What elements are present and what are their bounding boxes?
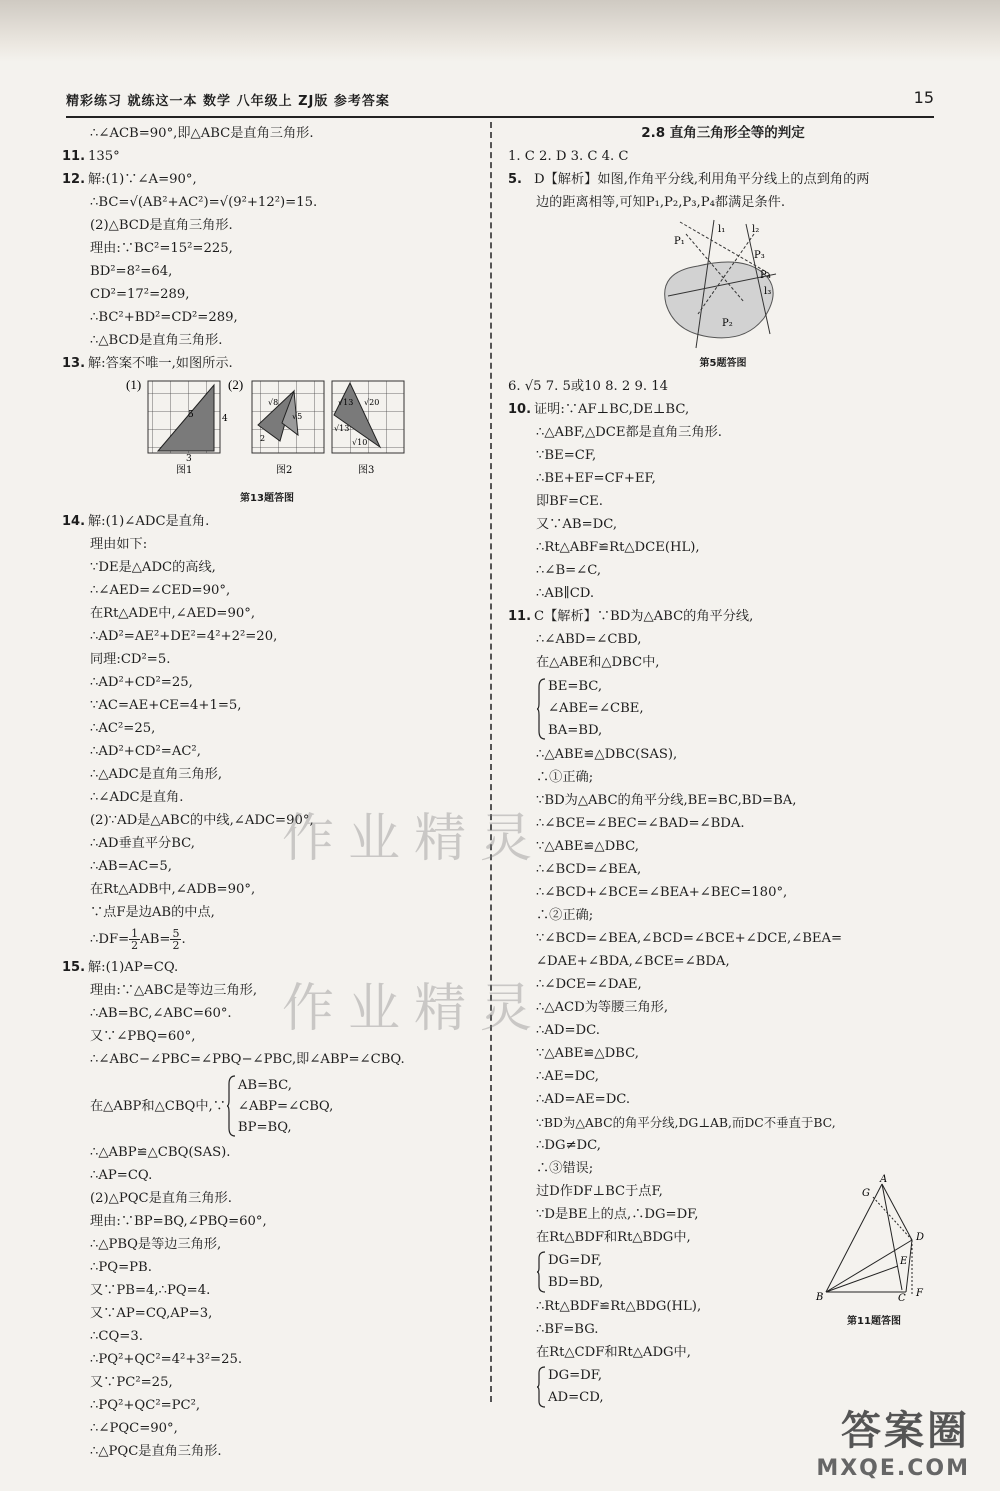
text-line: ∴PQ²+QC²=PC², bbox=[90, 1398, 201, 1413]
question-number: 14. bbox=[62, 514, 86, 529]
text-line: ∠DAE+∠BDA,∠BCE=∠BDA, bbox=[536, 954, 730, 969]
figure-13 bbox=[62, 375, 472, 487]
denominator: 2 bbox=[131, 939, 139, 952]
edge-label: 4 bbox=[222, 414, 228, 424]
text-line: ∴∠BCE=∠BEC=∠BAD=∠BDA. bbox=[536, 816, 745, 831]
point-label: G bbox=[862, 1188, 870, 1199]
segment bbox=[826, 1184, 882, 1292]
text-line: ∴①正确; bbox=[536, 770, 594, 785]
system-item: BA=BD, bbox=[548, 722, 603, 738]
system-item: ∠ABE=∠CBE, bbox=[548, 700, 644, 716]
text-line: ∵△ABE≌△DBC, bbox=[536, 1046, 639, 1061]
text-line: ∴△PBQ是等边三角形, bbox=[90, 1237, 222, 1252]
text-line: 在Rt△ADE中,∠AED=90°, bbox=[90, 606, 256, 621]
answer-10 bbox=[508, 398, 938, 421]
question-number: 13. bbox=[62, 356, 86, 371]
text-line: ∴∠ABD=∠CBD, bbox=[536, 632, 642, 647]
denominator: 2 bbox=[172, 939, 180, 952]
text-line: 同理:CD²=5. bbox=[90, 652, 171, 667]
system-item: BE=BC, bbox=[548, 678, 603, 694]
question-number: 15. bbox=[62, 960, 86, 975]
question-number: 10. bbox=[508, 402, 532, 417]
text-line: ∴AD=AE=DC. bbox=[536, 1092, 631, 1107]
answer-13 bbox=[62, 352, 472, 375]
text-line: 又∵AP=CQ,AP=3, bbox=[90, 1306, 213, 1321]
text-line: (2)∵AD是△ABC的中线,∠ADC=90°, bbox=[90, 813, 314, 828]
text-line: ∵DE是△ADC的高线, bbox=[90, 560, 216, 575]
system-item: BP=BQ, bbox=[237, 1119, 292, 1135]
text-line: ∴△ABP≌△CBQ(SAS). bbox=[90, 1145, 231, 1160]
text-line: ∴AE=DC, bbox=[536, 1069, 599, 1084]
text-line: 理由:∵BC²=15²=225, bbox=[90, 241, 233, 256]
point-label: P₄ bbox=[760, 270, 771, 281]
figure-5-caption: 第5题答图 bbox=[699, 358, 747, 369]
numerator: 1 bbox=[131, 927, 139, 940]
edge-label: √10 bbox=[352, 438, 368, 447]
system-items bbox=[548, 1250, 603, 1294]
question-number: 5. bbox=[508, 172, 522, 187]
text-line: 过D作DF⊥BC于点F, bbox=[536, 1184, 663, 1199]
text-line: ∴△ABE≌△DBC(SAS), bbox=[536, 747, 678, 762]
text-line: 理由:∵BP=BQ,∠PBQ=60°, bbox=[90, 1214, 267, 1229]
figure-label: (2) bbox=[228, 377, 244, 392]
answer-5 bbox=[508, 168, 938, 191]
text-line: BD²=8²=64, bbox=[90, 264, 173, 279]
text-line: 理由如下: bbox=[90, 537, 148, 552]
system-item: AB=BC, bbox=[237, 1077, 292, 1093]
text-line: ∴CQ=3. bbox=[90, 1329, 143, 1344]
text-line: ∵BD为△ABC的角平分线,DG⊥AB,而DC不垂直于BC, bbox=[536, 1115, 836, 1130]
point-label: D bbox=[916, 1232, 925, 1243]
edge-label: √5 bbox=[292, 412, 303, 421]
text-part: . bbox=[181, 932, 186, 947]
numerator: 5 bbox=[172, 927, 180, 940]
answer-12 bbox=[62, 168, 472, 191]
answer-text: 解:(1)∵∠A=90°, bbox=[88, 172, 197, 187]
text-line: ∴△ACD为等腰三角形, bbox=[536, 1000, 669, 1015]
figure-13-caption: 第13题答图 bbox=[240, 493, 294, 504]
text-line: 又∵PC²=25, bbox=[90, 1375, 173, 1390]
text-line: CD²=17²=289, bbox=[90, 287, 190, 302]
answer-text: 解:(1)∠ADC是直角. bbox=[88, 514, 210, 529]
system-item: DG=DF, bbox=[548, 1253, 603, 1268]
site-logo bbox=[816, 1399, 970, 1481]
text-line: ∴DG≠DC, bbox=[536, 1138, 601, 1153]
point-label: P₃ bbox=[754, 250, 765, 261]
text-line: (2)△BCD是直角三角形. bbox=[90, 218, 233, 233]
segment bbox=[882, 1184, 902, 1290]
answer-text: D【解析】如图,作角平分线,利用角平分线上的点到角的两 bbox=[534, 172, 870, 187]
text-line: ∴Rt△ABF≌Rt△DCE(HL), bbox=[536, 540, 700, 555]
text-line: 又∵PB=4,∴PQ=4. bbox=[90, 1283, 211, 1298]
text-line: ∴Rt△BDF≌Rt△BDG(HL), bbox=[536, 1299, 702, 1314]
answer-text: C【解析】∵BD为△ABC的角平分线, bbox=[534, 609, 754, 624]
answer-text: 135° bbox=[88, 149, 120, 164]
system-items bbox=[548, 676, 644, 742]
figure-label: 图2 bbox=[276, 465, 293, 476]
logo-url: MXQE.COM bbox=[816, 1456, 970, 1481]
answer-11-right bbox=[508, 605, 938, 628]
edge-label: √20 bbox=[364, 398, 380, 407]
text-line: ∴PQ²+QC²=4²+3²=25. bbox=[90, 1352, 243, 1367]
text-line: ∴②正确; bbox=[536, 908, 594, 923]
text-line: ∴∠ABC−∠PBC=∠PBQ−∠PBC,即∠ABP=∠CBQ. bbox=[90, 1052, 405, 1067]
text-line: ∴BC=√(AB²+AC²)=√(9²+12²)=15. bbox=[90, 195, 318, 210]
left-column bbox=[62, 122, 472, 1463]
text-part: ∴DF= bbox=[90, 932, 130, 947]
text-part: AB= bbox=[140, 932, 171, 947]
point-label: C bbox=[898, 1293, 906, 1302]
system-items bbox=[548, 1365, 604, 1409]
figure-11-caption: 第11题答图 bbox=[847, 1316, 901, 1327]
text-line: ∴BC²+BD²=CD²=289, bbox=[90, 310, 238, 325]
brace-icon bbox=[226, 1074, 236, 1138]
line-label: l₁ bbox=[718, 224, 726, 235]
answer-text: 证明:∵AF⊥BC,DE⊥BC, bbox=[534, 402, 690, 417]
text-line: ∴AD²+CD²=25, bbox=[90, 675, 193, 690]
point-label: F bbox=[916, 1288, 923, 1299]
edge-label: 2 bbox=[260, 434, 266, 443]
text-line: 理由:∵△ABC是等边三角形, bbox=[90, 983, 258, 998]
page-number: 15 bbox=[913, 88, 934, 107]
system-line bbox=[62, 1071, 472, 1141]
edge-label: √8 bbox=[268, 398, 279, 407]
line-label: l₂ bbox=[752, 224, 760, 235]
text-line: 在Rt△CDF和Rt△ADG中, bbox=[536, 1345, 691, 1360]
text-line: ∴AD²+CD²=AC², bbox=[90, 744, 201, 759]
point-label: P₂ bbox=[722, 318, 733, 329]
text-line: ∴AP=CQ. bbox=[90, 1168, 153, 1183]
text-line: ∴△ABF,△DCE都是直角三角形. bbox=[536, 425, 722, 440]
brace-icon bbox=[536, 1365, 546, 1409]
edge-label: 3 bbox=[186, 454, 192, 464]
text-part: 在△ABP和△CBQ中,∵ bbox=[90, 1098, 226, 1114]
point-label: B bbox=[816, 1292, 824, 1302]
figure-label: 图3 bbox=[358, 465, 375, 476]
text-line: 又∵AB=DC, bbox=[536, 517, 618, 532]
fraction-five-halves bbox=[170, 928, 181, 951]
question-number: 11. bbox=[62, 149, 86, 164]
logo-title: 答案圈 bbox=[841, 1408, 970, 1454]
text-line: ∴AD²=AE²+DE²=4²+2²=20, bbox=[90, 629, 278, 644]
text-line: 6. √5 7. 5或10 8. 2 9. 14 bbox=[508, 379, 668, 394]
system-item: ∠ABP=∠CBQ, bbox=[237, 1098, 334, 1114]
figure-11-drawing bbox=[814, 1172, 934, 1302]
system-item: BD=BD, bbox=[548, 1275, 604, 1290]
line-label: l₃ bbox=[764, 286, 772, 297]
text-line: ∴∠DCE=∠DAE, bbox=[536, 977, 642, 992]
system-item: DG=DF, bbox=[548, 1368, 603, 1383]
figure-13-drawing bbox=[62, 375, 472, 487]
text-line: ∴△BCD是直角三角形. bbox=[90, 333, 223, 348]
text-line: ∵点F是边AB的中点, bbox=[90, 905, 215, 920]
text-line: ∴∠BCD+∠BCE=∠BEA+∠BEC=180°, bbox=[536, 885, 788, 900]
right-column bbox=[508, 122, 938, 1410]
point-label: E bbox=[900, 1256, 908, 1267]
text-line: ∴∠ADC是直角. bbox=[90, 790, 184, 805]
fraction-half bbox=[129, 928, 140, 951]
watermark: 作业精灵 bbox=[282, 809, 547, 869]
text-line: ∴AC²=25, bbox=[90, 721, 156, 736]
text-line: ∵BE=CF, bbox=[536, 448, 597, 463]
answer-11 bbox=[62, 145, 472, 168]
text-line: ∵D是BE上的点,∴DG=DF, bbox=[536, 1207, 699, 1222]
brace-icon bbox=[536, 677, 546, 741]
text-line: ∵BD为△ABC的角平分线,BE=BC,BD=BA, bbox=[536, 793, 797, 808]
text-line: ∴③错误; bbox=[536, 1161, 594, 1176]
text-line: ∴∠BCD=∠BEA, bbox=[536, 862, 642, 877]
watermark: 作业精灵 bbox=[282, 979, 547, 1039]
text-line: ∴AD垂直平分BC, bbox=[90, 836, 195, 851]
text-line: ∴∠ACB=90°,即△ABC是直角三角形. bbox=[90, 126, 314, 141]
text-line: 又∵∠PBQ=60°, bbox=[90, 1029, 196, 1044]
question-number: 11. bbox=[508, 609, 532, 624]
scan-top-margin bbox=[0, 0, 1000, 62]
text-line: 在△ABE和△DBC中, bbox=[536, 655, 660, 670]
text-line: ∴PQ=PB. bbox=[90, 1260, 152, 1275]
edge-label: 5 bbox=[188, 410, 194, 420]
text-line: ∴△ADC是直角三角形, bbox=[90, 767, 223, 782]
header-title: 精彩练习 就练这一本 数学 八年级上 ZJ版 参考答案 bbox=[66, 94, 390, 109]
text-line: 在Rt△BDF和Rt△BDG中, bbox=[536, 1230, 691, 1245]
system-item: AD=CD, bbox=[548, 1390, 604, 1405]
page-header bbox=[66, 88, 934, 118]
fraction-line bbox=[62, 924, 472, 956]
text-line: 在Rt△ADB中,∠ADB=90°, bbox=[90, 882, 256, 897]
text-line: ∵∠BCD=∠BEA,∠BCD=∠BCE+∠DCE,∠BEA= bbox=[536, 931, 843, 946]
figure-5 bbox=[508, 214, 938, 352]
answer-text: 解:答案不唯一,如图所示. bbox=[88, 356, 233, 371]
figure-label: (1) bbox=[126, 377, 142, 392]
figure-11 bbox=[814, 1172, 934, 1327]
edge-label: √13 bbox=[334, 424, 350, 433]
text-line: ∴AB=BC,∠ABC=60°. bbox=[90, 1006, 232, 1021]
text-line: 边的距离相等,可知P₁,P₂,P₃,P₄都满足条件. bbox=[536, 195, 786, 210]
text-line: ∴∠PQC=90°, bbox=[90, 1421, 178, 1436]
text-line: ∴AB=AC=5, bbox=[90, 859, 172, 874]
column-divider bbox=[490, 122, 492, 1402]
point-label: A bbox=[880, 1174, 888, 1185]
figure-label: 图1 bbox=[176, 465, 193, 476]
text-line: ∵△ABE≌△DBC, bbox=[536, 839, 639, 854]
system-line bbox=[508, 674, 938, 743]
text-line: 即BF=CE. bbox=[536, 494, 603, 509]
system-items bbox=[238, 1075, 333, 1138]
text-line: ∵AC=AE+CE=4+1=5, bbox=[90, 698, 242, 713]
text-line: ∴AB∥CD. bbox=[536, 586, 595, 601]
section-title: 2.8 直角三角形全等的判定 bbox=[641, 125, 805, 141]
text-line: ∴∠AED=∠CED=90°, bbox=[90, 583, 231, 598]
figure-5-drawing bbox=[508, 214, 938, 352]
text-line: ∴BE+EF=CF+EF, bbox=[536, 471, 656, 486]
point-label: P₁ bbox=[674, 236, 685, 247]
text-line: ∴△PQC是直角三角形. bbox=[90, 1444, 222, 1459]
answer-text: 解:(1)AP=CQ. bbox=[88, 960, 179, 975]
text-line: 1. C 2. D 3. C 4. C bbox=[508, 149, 629, 164]
question-number: 12. bbox=[62, 172, 86, 187]
text-line: ∴∠B=∠C, bbox=[536, 563, 602, 578]
text-line: ∴AD=DC. bbox=[536, 1023, 600, 1038]
edge-label: √13 bbox=[338, 398, 354, 407]
answer-14 bbox=[62, 510, 472, 533]
text-line: (2)△PQC是直角三角形. bbox=[90, 1191, 232, 1206]
brace-icon bbox=[536, 1250, 546, 1294]
text-line: ∴BF=BG. bbox=[536, 1322, 599, 1337]
final-block bbox=[508, 1174, 938, 1410]
